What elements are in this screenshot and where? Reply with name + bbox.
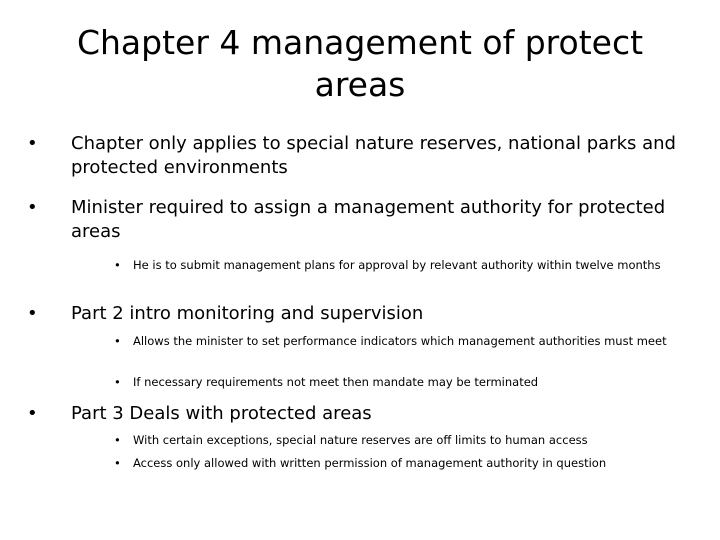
sub-bullet-text: With certain exceptions, special nature reserves are off limits to human access bbox=[133, 433, 588, 447]
bullet-item bbox=[27, 196, 687, 244]
sub-bullet-text: If necessary requirements not meet then mandate may be terminated bbox=[133, 375, 539, 389]
sub-bullet-item bbox=[114, 454, 694, 473]
sub-bullet-icon: • bbox=[114, 456, 121, 470]
bullet-text: Minister required to assign a management authority for protected areas bbox=[71, 197, 666, 242]
bullet-item bbox=[27, 402, 687, 426]
bullet-icon: • bbox=[27, 303, 38, 324]
bullet-text: Chapter only applies to special nature reserves, national parks and protected environments bbox=[71, 133, 676, 178]
bullet-text: Part 3 Deals with protected areas bbox=[71, 403, 372, 424]
sub-bullet-item bbox=[114, 332, 694, 351]
bullet-icon: • bbox=[27, 133, 38, 154]
bullet-icon: • bbox=[27, 403, 38, 424]
sub-bullet-item bbox=[114, 256, 694, 275]
bullet-icon: • bbox=[27, 197, 38, 218]
sub-bullet-icon: • bbox=[114, 334, 121, 348]
sub-bullet-icon: • bbox=[114, 258, 121, 272]
sub-bullet-icon: • bbox=[114, 433, 121, 447]
sub-bullet-item bbox=[114, 373, 694, 392]
sub-bullet-text: Allows the minister to set performance indicators which management authorities must meet bbox=[133, 334, 667, 348]
bullet-item bbox=[27, 302, 687, 326]
slide-title: Chapter 4 management of protect areas bbox=[76, 23, 644, 104]
sub-bullet-item bbox=[114, 431, 694, 450]
sub-bullet-text: Access only allowed with written permission of management authority in question bbox=[133, 456, 607, 470]
bullet-text: Part 2 intro monitoring and supervision bbox=[71, 303, 424, 324]
sub-bullet-icon: • bbox=[114, 375, 121, 389]
bullet-item bbox=[27, 132, 687, 180]
sub-bullet-text: He is to submit management plans for approval by relevant authority within twelve months bbox=[133, 258, 661, 272]
